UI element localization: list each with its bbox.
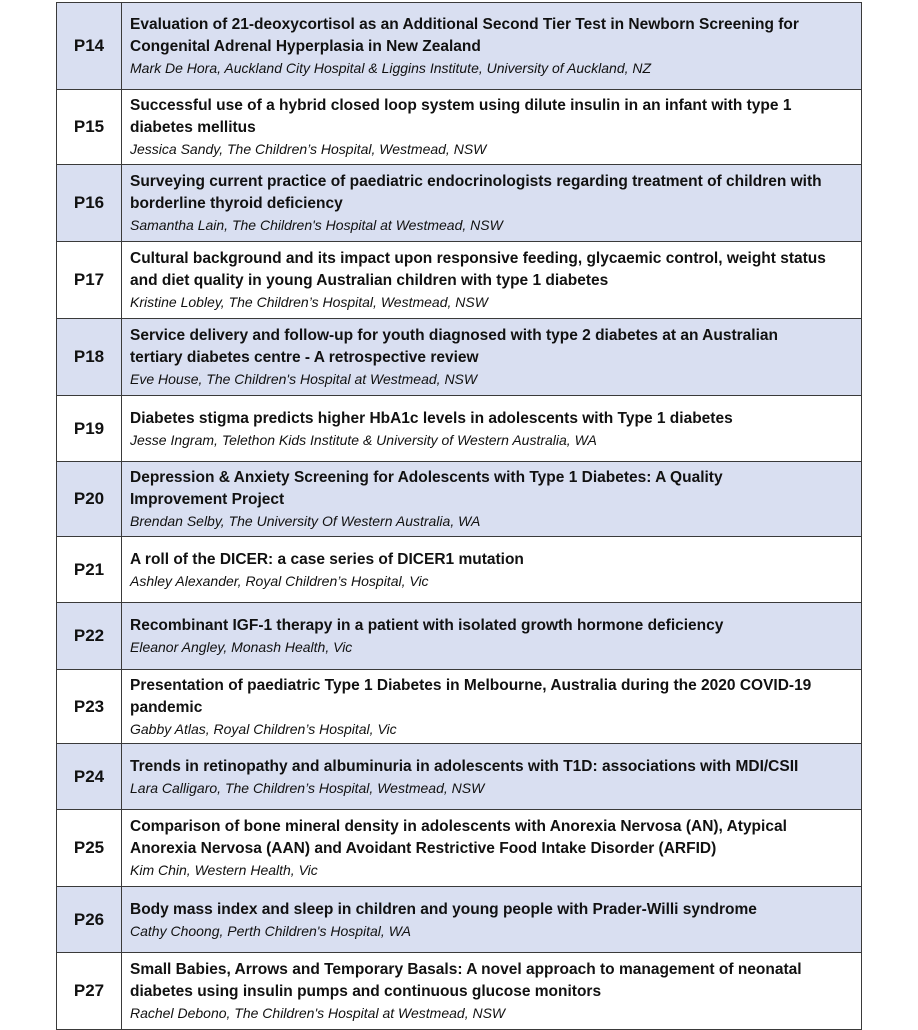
poster-title: Diabetes stigma predicts higher HbA1c levels in adolescents with Type 1 diabetes (130, 409, 733, 427)
poster-row (57, 887, 862, 953)
poster-details (122, 3, 862, 90)
poster-title: Cultural background and its impact upon responsive feeding, glycaemic control, weight status and diet quality in young Australian children with type 1 diabetes (130, 250, 826, 289)
poster-row (57, 810, 862, 887)
poster-details (122, 670, 862, 744)
poster-title: Evaluation of 21-deoxycortisol as an Additional Second Tier Test in Newborn Screening for Congenital Adrenal Hyperplasia in New Zealand (130, 16, 799, 55)
poster-title: Service delivery and follow-up for youth diagnosed with type 2 diabetes at an Australian tertiary diabetes centre - A retrospective review (130, 327, 778, 366)
poster-row (57, 396, 862, 462)
poster-title: Comparison of bone mineral density in adolescents with Anorexia Nervosa (AN), Atypical Anorexia Nervosa (AAN) and Avoidant Restrictive Food Intake Disorder (ARFID) (130, 818, 787, 857)
poster-row (57, 90, 862, 165)
poster-row (57, 603, 862, 670)
poster-details (122, 537, 862, 603)
poster-author: Jessica Sandy, The Children’s Hospital, Westmead, NSW (130, 141, 487, 157)
poster-code: P18 (57, 319, 122, 396)
poster-row (57, 670, 862, 744)
poster-details (122, 90, 862, 165)
poster-row (57, 3, 862, 90)
poster-code: P27 (57, 953, 122, 1030)
poster-code: P15 (57, 90, 122, 165)
poster-code: P26 (57, 887, 122, 953)
poster-title: Body mass index and sleep in children and young people with Prader-Willi syndrome (130, 900, 757, 918)
poster-details (122, 810, 862, 887)
poster-code: P16 (57, 165, 122, 242)
poster-row (57, 953, 862, 1030)
poster-author: Ashley Alexander, Royal Children’s Hospital, Vic (130, 572, 429, 589)
poster-table-body (57, 3, 862, 1030)
poster-row (57, 319, 862, 396)
poster-title: Depression & Anxiety Screening for Adolescents with Type 1 Diabetes: A Quality Improvement Project (130, 469, 723, 508)
poster-code: P24 (57, 744, 122, 810)
poster-details (122, 953, 862, 1030)
poster-title: Trends in retinopathy and albuminuria in adolescents with T1D: associations with MDI/CSII (130, 757, 799, 775)
poster-code: P23 (57, 670, 122, 744)
poster-details (122, 319, 862, 396)
poster-row (57, 462, 862, 537)
poster-details (122, 165, 862, 242)
poster-author: Kristine Lobley, The Children’s Hospital, Westmead, NSW (130, 294, 488, 310)
poster-code: P20 (57, 462, 122, 537)
poster-row (57, 537, 862, 603)
poster-author: Eve House, The Children's Hospital at Westmead, NSW (130, 371, 478, 387)
poster-code: P17 (57, 242, 122, 319)
poster-code: P25 (57, 810, 122, 887)
poster-author: Lara Calligaro, The Children’s Hospital, Westmead, NSW (130, 779, 485, 796)
poster-code: P14 (57, 3, 122, 90)
poster-schedule-table (56, 2, 862, 1030)
poster-details (122, 887, 862, 953)
poster-details (122, 744, 862, 810)
poster-author: Mark De Hora, Auckland City Hospital & Liggins Institute, University of Auckland, NZ (130, 60, 652, 76)
poster-title: Small Babies, Arrows and Temporary Basals: A novel approach to management of neonatal diabetes using insulin pumps and continuous glucose monitors (130, 961, 802, 1000)
poster-details (122, 242, 862, 319)
poster-row (57, 165, 862, 242)
poster-author: Brendan Selby, The University Of Western Australia, WA (130, 513, 481, 529)
poster-author: Cathy Choong, Perth Children's Hospital, WA (130, 922, 411, 939)
poster-code: P22 (57, 603, 122, 670)
poster-title: A roll of the DICER: a case series of DICER1 mutation (130, 550, 524, 568)
poster-title: Successful use of a hybrid closed loop system using dilute insulin in an infant with type 1 diabetes mellitus (130, 97, 792, 136)
poster-details (122, 462, 862, 537)
poster-author: Eleanor Angley, Monash Health, Vic (130, 639, 353, 655)
poster-author: Gabby Atlas, Royal Children’s Hospital, Vic (130, 720, 397, 737)
poster-author: Samantha Lain, The Children's Hospital at Westmead, NSW (130, 217, 503, 233)
poster-details (122, 603, 862, 670)
poster-author: Rachel Debono, The Children's Hospital at Westmead, NSW (130, 1005, 506, 1021)
poster-author: Jesse Ingram, Telethon Kids Institute & University of Western Australia, WA (130, 431, 597, 448)
poster-row (57, 242, 862, 319)
poster-row (57, 744, 862, 810)
poster-details (122, 396, 862, 462)
poster-title: Recombinant IGF-1 therapy in a patient with isolated growth hormone deficiency (130, 617, 724, 634)
poster-code: P19 (57, 396, 122, 462)
poster-code: P21 (57, 537, 122, 603)
poster-author: Kim Chin, Western Health, Vic (130, 862, 318, 878)
poster-title: Presentation of paediatric Type 1 Diabetes in Melbourne, Australia during the 2020 COVID-19 pandemic (130, 676, 812, 716)
poster-title: Surveying current practice of paediatric endocrinologists regarding treatment of children with borderline thyroid deficiency (130, 173, 822, 212)
